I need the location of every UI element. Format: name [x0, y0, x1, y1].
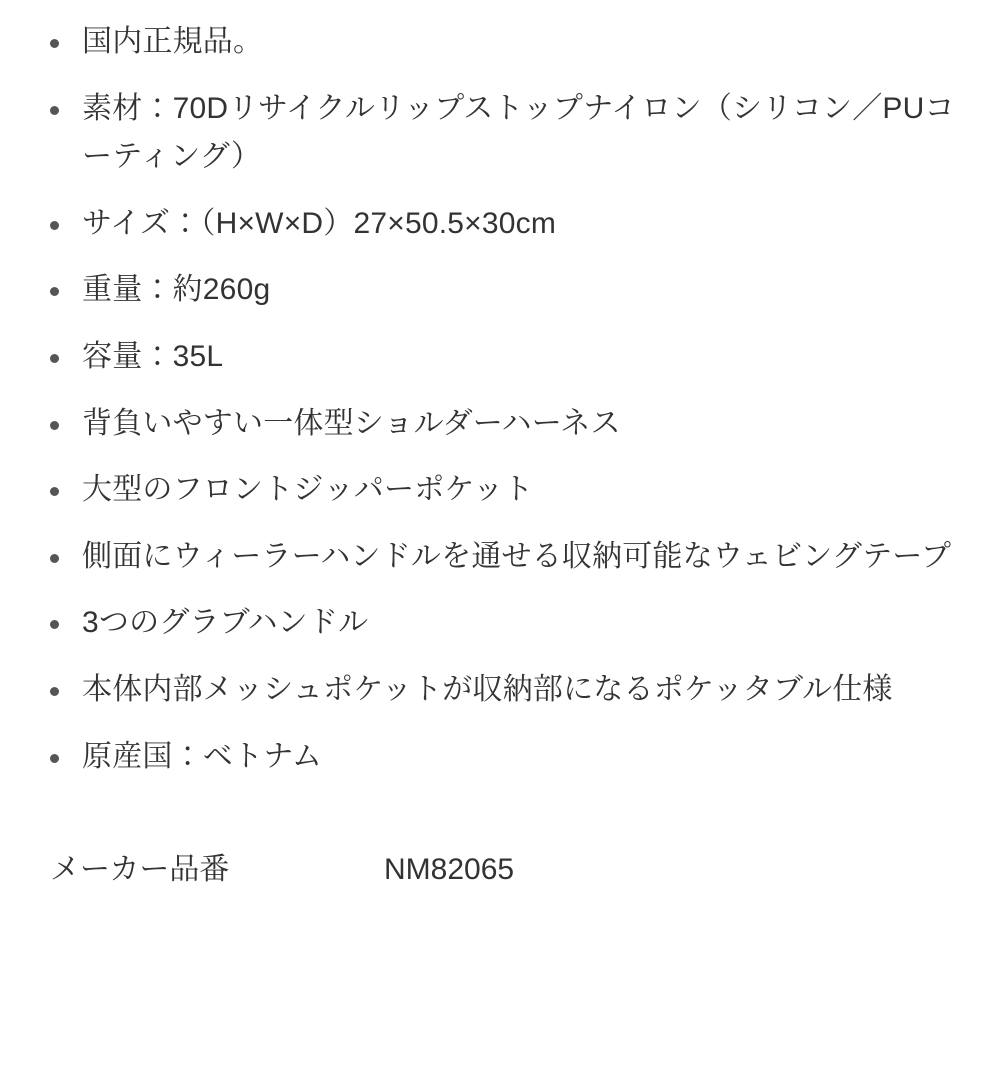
list-item: 国内正規品。: [30, 18, 975, 67]
meta-value: NM82065: [384, 853, 515, 887]
list-item: 背負いやすい一体型ショルダーハーネス: [30, 400, 975, 449]
list-item: 大型のフロントジッパーポケット: [30, 466, 975, 515]
product-meta-table: [30, 841, 975, 898]
list-item: 本体内部メッシュポケットが収納部になるポケッタブル仕様: [30, 666, 975, 715]
table-row: [30, 841, 975, 898]
list-item: 素材：70Dリサイクルリップストップナイロン（シリコン／PUコーティング）: [30, 85, 975, 182]
spec-list: [30, 18, 975, 781]
list-item: 容量：35L: [30, 333, 975, 382]
list-item: 重量：約260g: [30, 266, 975, 315]
list-item: 側面にウィーラーハンドルを通せる収納可能なウェビングテープ: [30, 533, 975, 582]
list-item: サイズ：（H×W×D）27×50.5×30cm: [30, 200, 975, 249]
list-item: 原産国：ベトナム: [30, 733, 975, 782]
meta-label: メーカー品番: [50, 853, 230, 887]
list-item: 3つのグラブハンドル: [30, 599, 975, 648]
